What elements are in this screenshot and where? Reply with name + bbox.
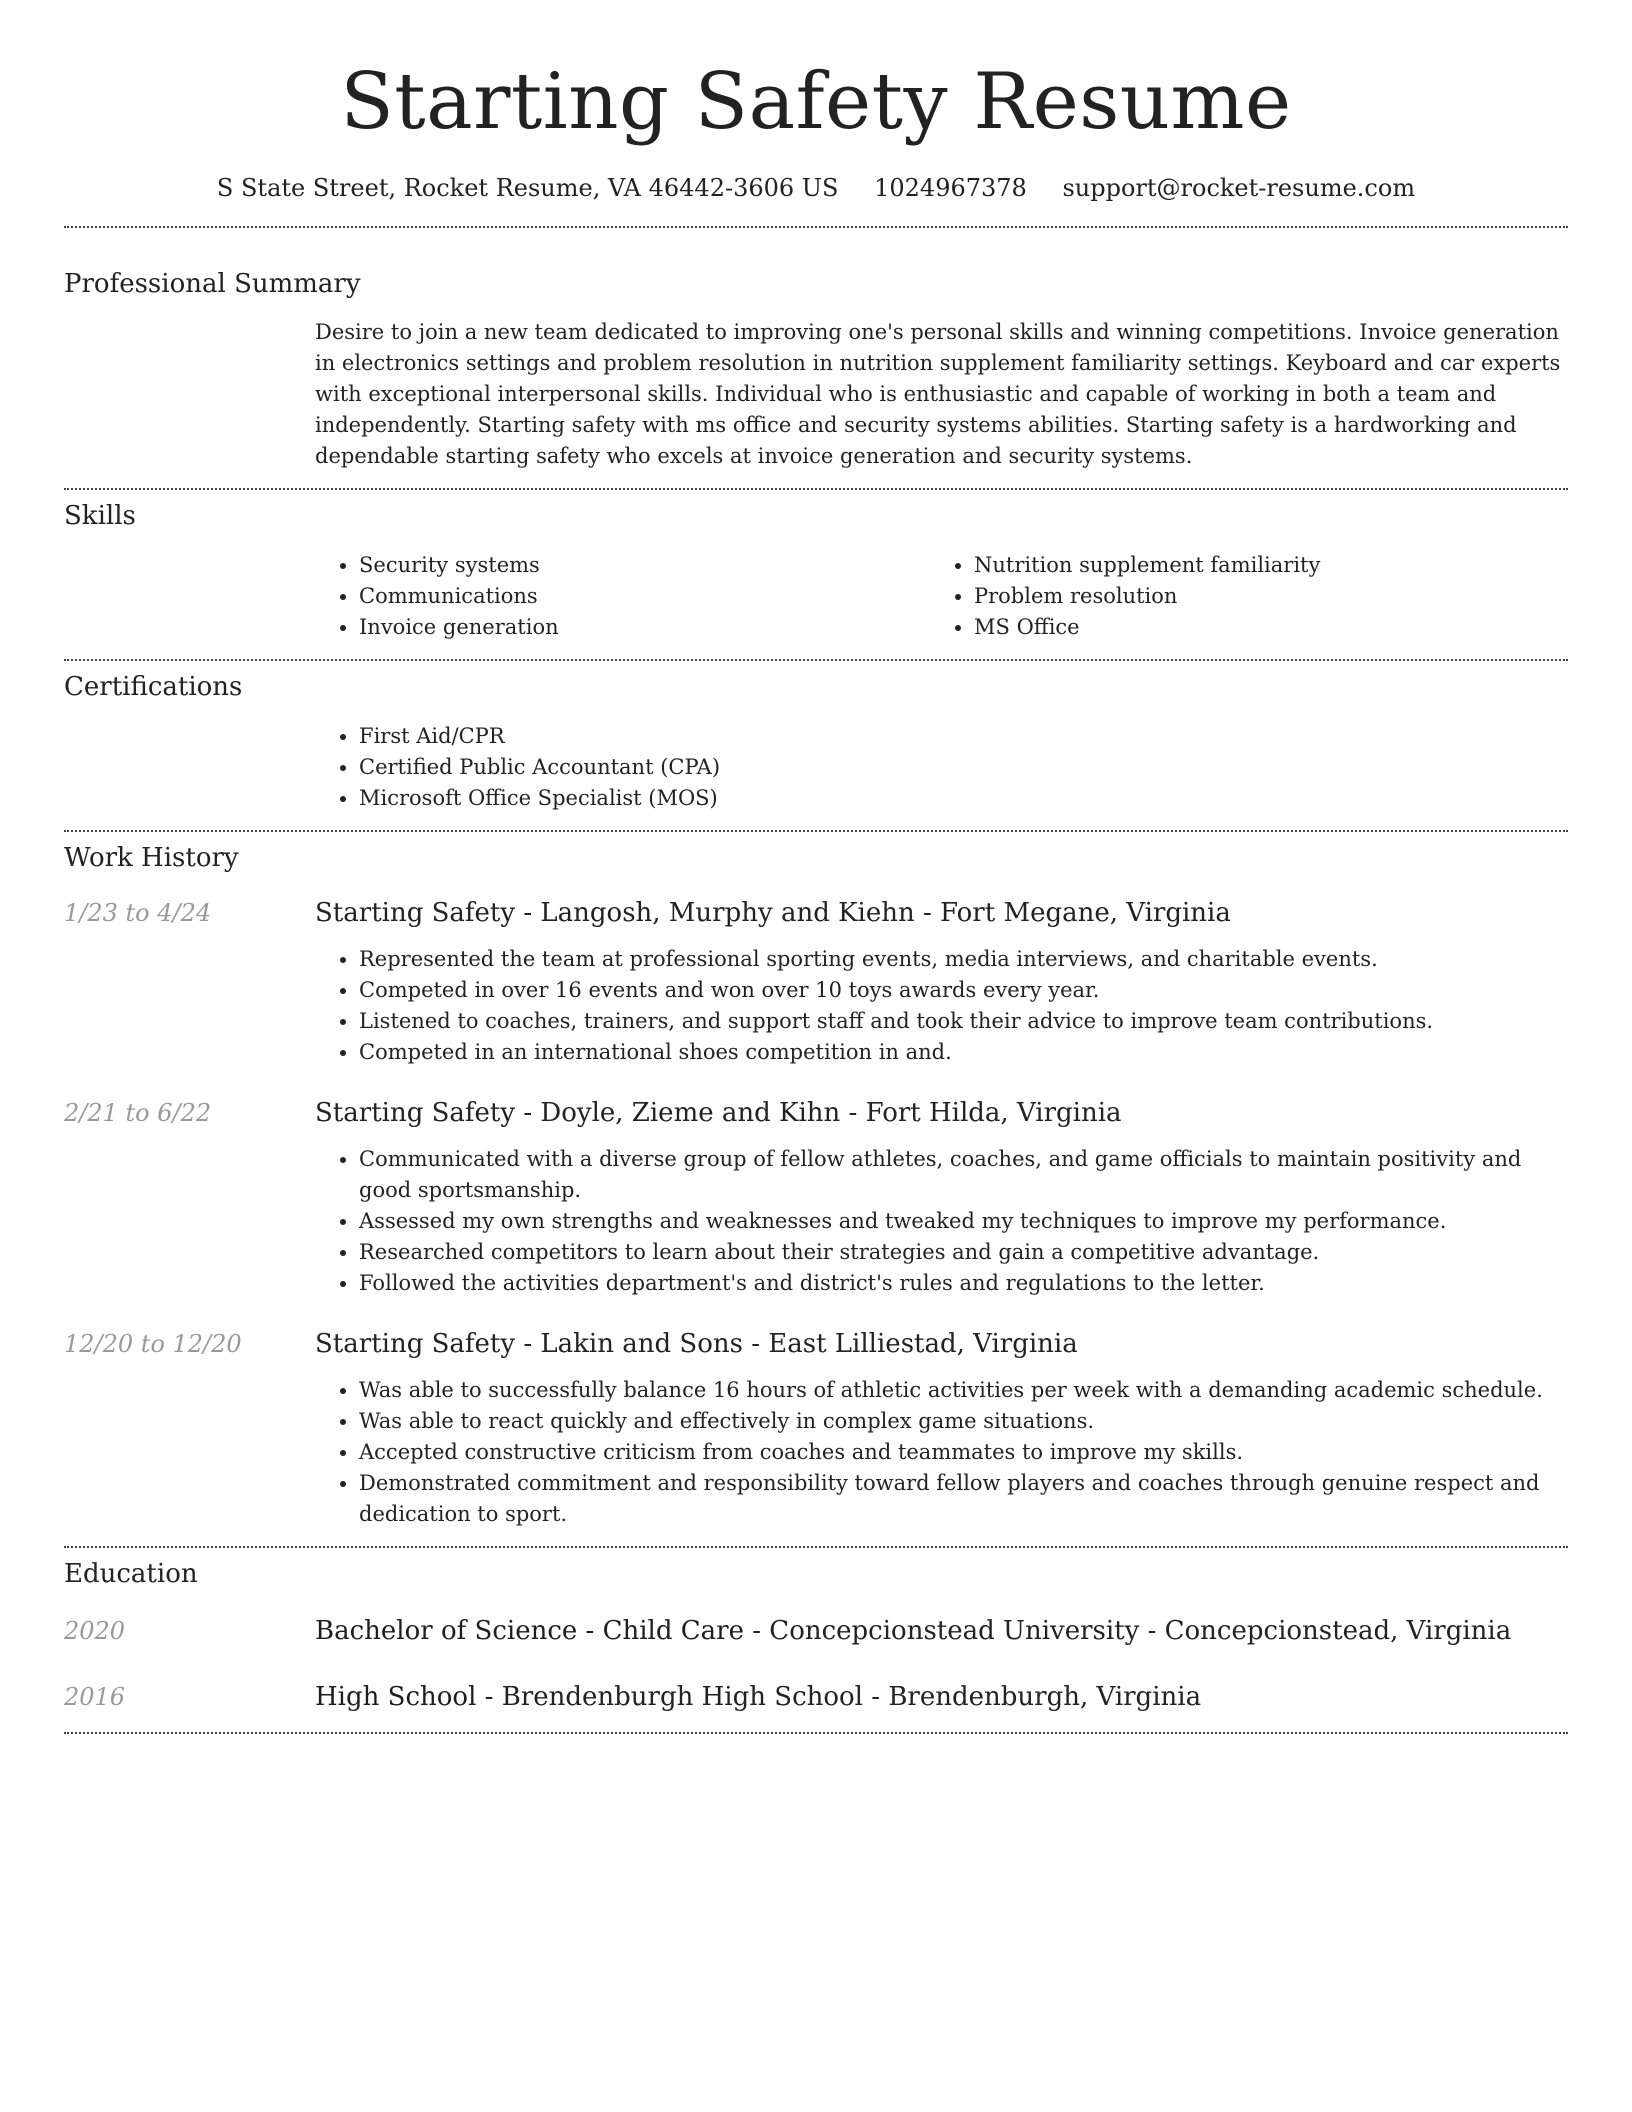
job-bullet: • Assessed my own strengths and weaknesses and tweaked my techniques to improve my performance.: [359, 1206, 1568, 1237]
job-entry: [64, 1327, 1568, 1530]
skill-item: • MS Office: [974, 612, 1545, 643]
job-bullet: • Represented the team at professional sporting events, media interviews, and charitable events.: [359, 944, 1568, 975]
skills-list-right: [930, 550, 1545, 643]
skills-title: Skills: [64, 501, 136, 531]
education-entry: [64, 1680, 1568, 1714]
education-year: 2020: [64, 1617, 126, 1645]
certifications-list: [315, 721, 1568, 814]
job-bullet: • Was able to react quickly and effectively in complex game situations.: [359, 1406, 1568, 1437]
job-entry: [64, 896, 1568, 1068]
summary-title: Professional Summary: [64, 269, 361, 299]
job-bullets: [315, 1144, 1568, 1299]
skill-item: • Communications: [359, 581, 930, 612]
job-bullet: • Competed in an international shoes competition in and.: [359, 1037, 1568, 1068]
job-heading: Starting Safety - Langosh, Murphy and Kiehn - Fort Megane, Virginia: [315, 898, 1231, 928]
job-bullet: • Researched competitors to learn about their strategies and gain a competitive advantage.: [359, 1237, 1568, 1268]
contact-line: [64, 168, 1568, 208]
job-dates: 12/20 to 12/20: [64, 1330, 242, 1358]
education-title: Education: [64, 1559, 198, 1589]
resume-title: Starting Safety Resume: [340, 57, 1292, 147]
certification-item: • Microsoft Office Specialist (MOS): [359, 783, 1568, 814]
job-bullet: • Listened to coaches, trainers, and support staff and took their advice to improve team contributions.: [359, 1006, 1568, 1037]
job-bullet: • Followed the activities department's and district's rules and regulations to the letter.: [359, 1268, 1568, 1299]
summary-section: [64, 228, 1568, 472]
job-heading: Starting Safety - Doyle, Zieme and Kihn - Fort Hilda, Virginia: [315, 1098, 1122, 1128]
job-header: [64, 896, 1568, 930]
skill-item: • Problem resolution: [974, 581, 1545, 612]
job-bullet: • Was able to successfully balance 16 hours of athletic activities per week with a demanding academic schedule.: [359, 1375, 1568, 1406]
job-header: [64, 1327, 1568, 1361]
job-header: [64, 1096, 1568, 1130]
education-heading: [315, 1680, 1201, 1714]
skill-item: • Nutrition supplement familiarity: [974, 550, 1545, 581]
contact-email: support@rocket-resume.com: [1062, 174, 1416, 202]
job-bullet: • Communicated with a diverse group of fellow athletes, coaches, and game officials to maintain positivity and good sportsmanship.: [359, 1144, 1568, 1206]
job-bullet: • Demonstrated commitment and responsibility toward fellow players and coaches through genuine respect and dedication to sport.: [359, 1468, 1568, 1530]
work-section: [64, 832, 1568, 1530]
job-bullets: [315, 944, 1568, 1068]
education-section: [64, 1548, 1568, 1714]
job-dates: 1/23 to 4/24: [64, 899, 212, 927]
education-details: - Concepcionstead University - Concepcionstead, Virginia: [743, 1616, 1512, 1646]
skill-item: • Invoice generation: [359, 612, 930, 643]
certifications-section: [64, 661, 1568, 814]
education-entry: [64, 1614, 1568, 1648]
education-degree: High School: [315, 1682, 477, 1712]
job-bullet: • Competed in over 16 events and won over 10 toys awards every year.: [359, 975, 1568, 1006]
job-entry: [64, 1096, 1568, 1299]
certifications-title: Certifications: [64, 672, 243, 702]
education-year: 2016: [64, 1683, 126, 1711]
contact-address: S State Street, Rocket Resume, VA 46442-3606 US: [216, 174, 839, 202]
education-degree: Bachelor of Science - Child Care: [315, 1616, 744, 1646]
job-heading: Starting Safety - Lakin and Sons - East Lilliestad, Virginia: [315, 1329, 1078, 1359]
skill-item: • Security systems: [359, 550, 930, 581]
education-heading: [315, 1614, 1511, 1648]
skills-grid: [315, 550, 1568, 643]
divider: [64, 1732, 1568, 1734]
work-title: Work History: [64, 843, 239, 873]
certification-item: • First Aid/CPR: [359, 721, 1568, 752]
job-bullet: • Accepted constructive criticism from coaches and teammates to improve my skills.: [359, 1437, 1568, 1468]
job-bullets: [315, 1375, 1568, 1530]
education-details: - Brendenburgh High School - Brendenburgh, Virginia: [476, 1682, 1202, 1712]
contact-phone: 1024967378: [874, 174, 1027, 202]
resume-page: [64, 0, 1568, 1734]
skills-section: [64, 490, 1568, 643]
summary-text: Desire to join a new team dedicated to improving one's personal skills and winning competitions. Invoice generation in electronics settings and problem resolution in nutrition supplement familiarity settings. Keyboard and car experts with exceptional interpersonal skills. Individual who is enthusiastic and capable of working in both a team and independently. Starting safety with ms office and security systems abilities. Starting safety is a hardworking and dependable starting safety who excels at invoice generation and security systems.: [315, 320, 1561, 468]
job-dates: 2/21 to 6/22: [64, 1099, 212, 1127]
skills-list-left: [315, 550, 930, 643]
certification-item: • Certified Public Accountant (CPA): [359, 752, 1568, 783]
